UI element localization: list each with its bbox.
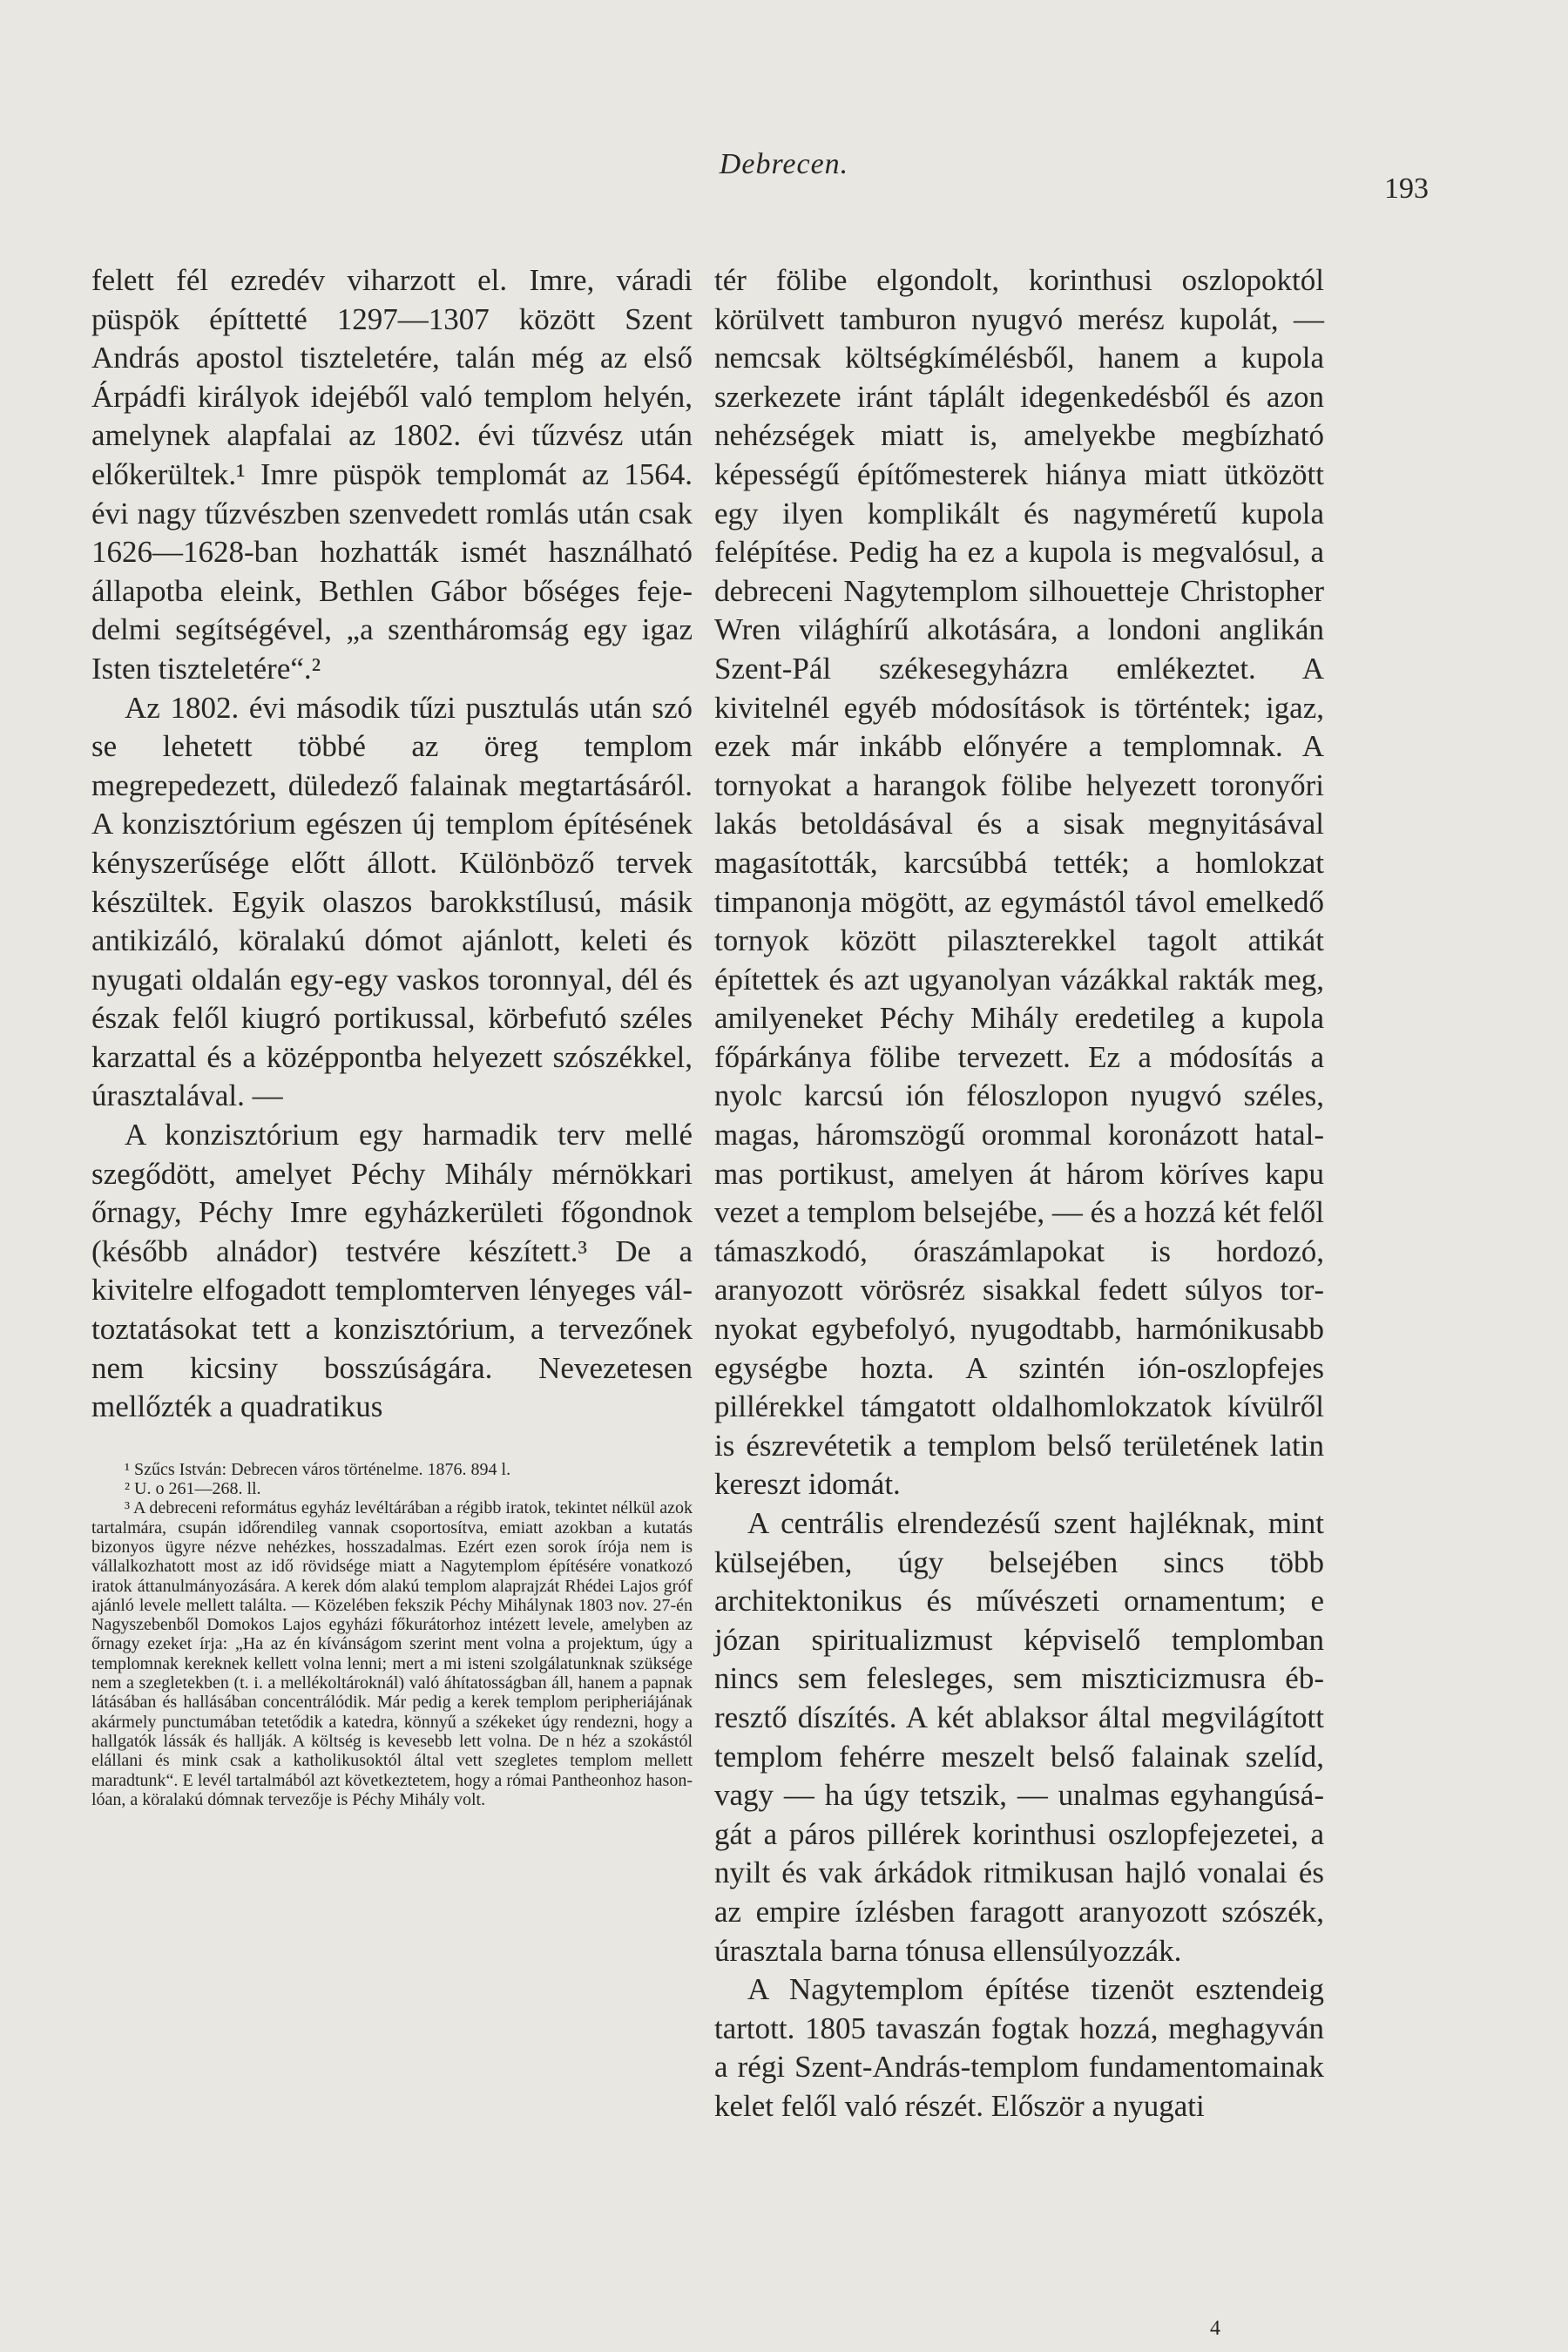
paragraph: tér fölibe elgondolt, korinthusi oszlopoktól körülvett tamburon nyugvó merész kupolát, — nemcsak költségkímélésből, hanem a kupola szerkezete iránt táplált idegenkedésből és azon nehézségek miatt is, amelyekbe megbízható képességű építőmesterek hiánya miatt ütközött egy ilyen komplikált és nagyméretű kupola felépítése. Pedig ha ez a kupola is megvalósul, a debreceni Nagytemplom silhouetteje Christopher Wren világhírű alkotására, a londoni anglikán Szent-Pál székesegyházra emlékeztet. A kivitelnél egyéb módosítások is történtek; igaz, ezek már inkább előnyére a templomnak. A tornyokat a harangok fölibe helyezett toronyőri lakás betoldásával és a sisak megnyitásával magasították, karcsúbbá tették; a homlokzat timpanonja mögött, az egymástól távol emelkedő tornyok között pilaszterekkel tagolt attikát építettek és azt ugyanolyan vázákkal rakták meg, amilyeneket Péchy Mihály eredetileg a kupola főpárkánya fölibe tervezett. Ez a módosítás a nyolc karcsú ión féloszlopon nyugvó széles, magas, háromszögű orommal koronázott hatalmas portikust, amelyen át három köríves kapu vezet a templom belsejébe, — és a hozzá két felől támaszkodó, óraszámlapokat is hordozó, aranyozott vörösréz sisakkal fedett súlyos tornyokat egybefolyó, nyugodtabb, harmónikusabb egységbe hozta. A szintén ión-oszlopfejes pillérekkel támgatott oldalhomlokzatok kívülről is észrevétetik a templom belső területének latin kereszt idomát.: [714, 263, 1324, 1502]
right-column: [714, 261, 1324, 2126]
paragraph: A Nagytemplom építése tizenöt esztendeig tartott. 1805 tavaszán fogtak hozzá, meghagyván a régi Szent-András-templom fundamentomainak kelet felől való részét. Először a nyugati: [714, 1972, 1324, 2123]
paragraph: felett fél ezredév viharzott el. Imre, váradi püspök építtetté 1297—1307 között Szent András apostol tiszteletére, talán még az első Árpádfi királyok idejéből való templom helyén, amelynek alapfalai az 1802. évi tűzvész után előkerültek.¹ Imre püspök templomát az 1564. évi nagy tűzvészben szenvedett romlás után csak 1626—1628-ban hozhatták ismét használható állapotba eleink, Bethlen Gábor bőséges fejedelmi segítségével, „a szentháromság egy igaz Isten tiszteletére“.²: [91, 263, 693, 686]
footnote: ³ A debreceni református egyház levéltárában a régibb iratok, tekintet nélkül azok tartalmára, csupán időrendileg vannak csoportosítva, emiatt azokban a kutatás bizonyos ügyre nézve nehézkes, hosszadalmas. Ezért ezen sorok írója nem is vállalkozhatott most az idő rövidsége miatt a Nagytemplom építésére vonatkozó iratok áttanulmányozására. A kerek dóm alakú templom alaprajzát Rhédei Lajos gróf ajánló levele mellett találta. — Közelében fekszik Péchy Mihálynak 1803 nov. 27-én Nagyszebenből Domokos Lajos egyházi főkurátorhoz intézett levele, amelyben az őrnagy ezeket írja: „Ha az én kívánságom szerint ment volna a projektum, úgy a templomnak kereknek kellett volna lenni; mert a mi isteni szolgálatunknak szüksége nem a szegletekben (t. i. a mellékoltároknál) való áhítatosságban áll, hanem a papnak látásában és hallásában concentrálódik. Már pedig a kerek templom peripheriájának akármely punctumában tetetődik a katedra, könnyű a székeket úgy rendezni, hogy a hallgatók lássák és hallják. A költség is kevesebb lett volna. De n héz a szokástól elállani és mink csak a katholikusoktól által vett szegletes templom mellett maradtunk“. E levél tartalmából azt következtetem, hogy a római Pantheonhoz hasonlóan, a köralakú dómnak tervezője is Péchy Mihály volt.: [91, 1498, 693, 1809]
footnote: ¹ Szűcs István: Debrecen város történelme. 1876. 894 l.: [125, 1459, 511, 1479]
paragraph: Az 1802. évi második tűzi pusztulás után szó se lehetett többé az öreg templom megrepedezett, düledező falainak megtartásáról. A konzisztórium egészen új templom építésének kényszerűsége előtt állott. Különböző tervek készültek. Egyik olaszos barokkstílusú, másik antikizáló, köralakú dómot ajánlott, keleti és nyugati oldalán egy-egy vaskos toronnyal, dél és észak felől kiugró portikussal, körbefutó széles karzattal és a középpontba helyezett szószékkel, úrasztalával. —: [91, 690, 693, 1113]
footnotes: [91, 1460, 693, 1809]
footnote: ² U. o 261—268. ll.: [125, 1479, 261, 1499]
signature-mark: 4: [1210, 2317, 1220, 2340]
paragraph: A konzisztórium egy harmadik terv mellé szegődött, amelyet Péchy Mihály mérnökkari őrnagy, Péchy Imre egyházkerületi főgondnok (később alnádor) testvére készített.³ De a kivitelre elfogadott templomterven lényeges változtatásokat tett a konzisztórium, a tervezőnek nem kicsiny bosszúságára. Nevezetesen mellőzték a quadratikus: [91, 1118, 693, 1424]
running-title: Debrecen.: [719, 148, 849, 180]
paragraph: A centrális elrendezésű szent hajléknak, mint külsejében, úgy belsejében sincs több architektonikus és művészeti ornamentum; e józan spiritualizmust képviselő templomban nincs sem felesleges, sem miszticizmusra ébresztő díszítés. A két ablaksor által megvilágított templom fehérre meszelt belső falainak szelíd, vagy — ha úgy tetszik, — unalmas egyhangúságát a páros pillérek korinthusi oszlopfejezetei, a nyilt és vak árkádok ritmikusan hajló vonalai és az empire ízlésben faragott aranyozott szószék, úrasztala barna tónusa ellensúlyozzák.: [714, 1506, 1324, 1968]
left-column: [91, 261, 693, 1809]
page-number: 193: [1384, 172, 1429, 205]
